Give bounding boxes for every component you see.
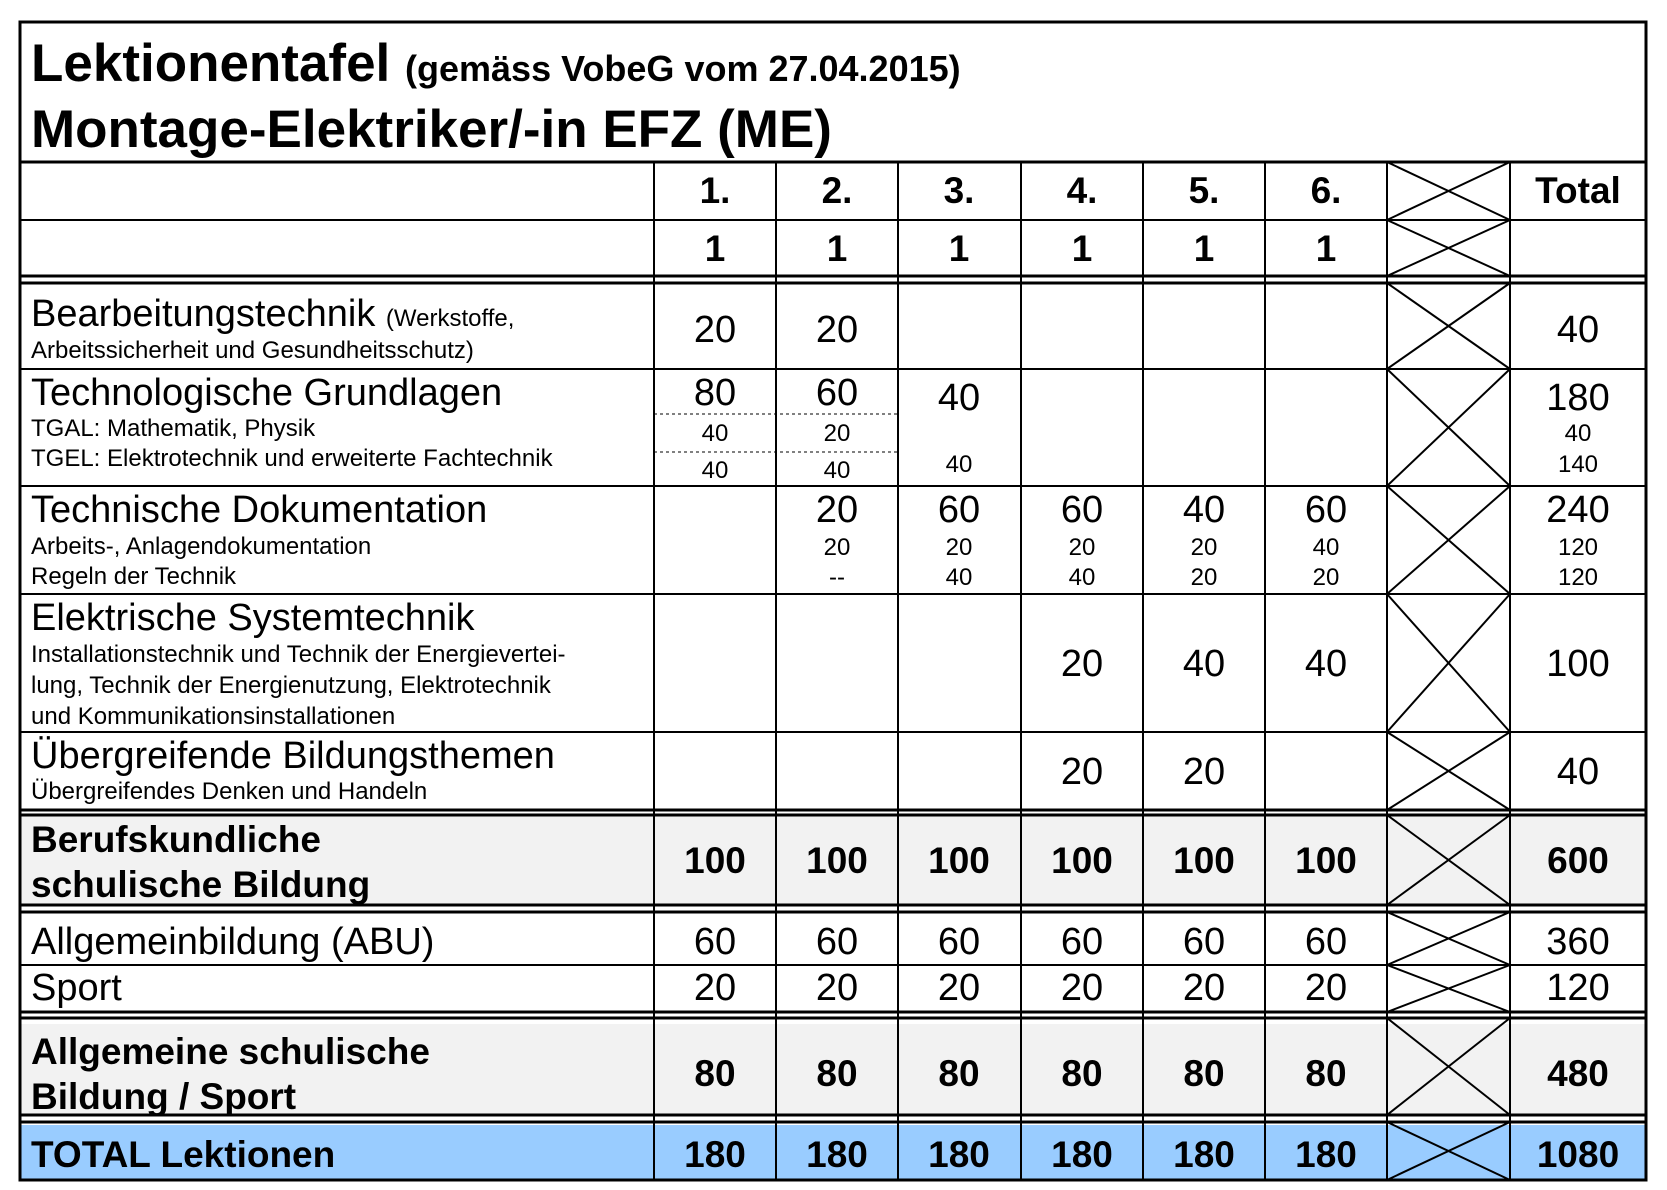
subject-value: 60 [937, 489, 981, 531]
grand-total-value: 180 [928, 1134, 990, 1175]
allgemein-value: 80 [1061, 1053, 1103, 1094]
subject-sub-total: 40 [1564, 420, 1592, 447]
subject-value: 20 [1060, 643, 1104, 685]
grand-total-label: TOTAL Lektionen [31, 1134, 336, 1175]
subject-value: 80 [693, 372, 737, 414]
allgemein-value: 80 [1305, 1053, 1347, 1094]
berufskundlich-value: 100 [684, 840, 746, 881]
semester-number: 6. [1310, 170, 1342, 211]
subject-sub-value: 20 [1312, 564, 1340, 591]
subject-sub-value: 20 [1068, 534, 1096, 561]
cross-semester [1387, 162, 1510, 220]
grand-total-value: 180 [684, 1134, 746, 1175]
subject-detail: TGEL: Elektrotechnik und erweiterte Fachtechnik [31, 445, 553, 472]
grand-total-value: 180 [1173, 1134, 1235, 1175]
subject-sub-value: 40 [701, 457, 729, 484]
subject-sub-total: 140 [1557, 451, 1599, 478]
subject-value: 40 [1182, 643, 1226, 685]
semester-number: 2. [821, 170, 853, 211]
semester-number: 3. [943, 170, 975, 211]
schooldays-value: 1 [826, 228, 848, 269]
subject-title: Bearbeitungstechnik [31, 293, 376, 335]
subject-value: 60 [815, 372, 859, 414]
berufskundlich-value: 100 [1295, 840, 1357, 881]
cross-sport [1387, 965, 1510, 1012]
allgemein-total: 480 [1547, 1053, 1609, 1094]
subject-detail: und Kommunikationsinstallationen [31, 703, 396, 730]
subject-value: 60 [1304, 489, 1348, 531]
subject-detail: Regeln der Technik [31, 563, 237, 590]
subject-sub-value: 40 [823, 457, 851, 484]
allgemein-value: 80 [816, 1053, 858, 1094]
subject-name: Technische Dokumentation [31, 489, 488, 531]
table-subtitle: Montage-Elektriker/-in EFZ (ME) [31, 100, 832, 159]
cross-subject-1 [1387, 283, 1510, 369]
grand-total-sum: 1080 [1536, 1134, 1620, 1175]
subject-value: 40 [937, 377, 981, 419]
subject-detail: TGAL: Mathematik, Physik [31, 415, 316, 442]
cross-subject-2 [1387, 369, 1510, 486]
allgemein-value: 80 [694, 1053, 736, 1094]
cross-subject-5 [1387, 732, 1510, 810]
subject-name: Elektrische Systemtechnik [31, 597, 475, 639]
allgemein-value: 80 [938, 1053, 980, 1094]
subject-sub-total: 120 [1557, 534, 1599, 561]
subject-sub-value: 20 [945, 534, 973, 561]
sport-value: 20 [693, 967, 737, 1009]
grand-total-value: 180 [806, 1134, 868, 1175]
subject-name: Übergreifende Bildungsthemen [31, 735, 555, 777]
subject-value: 20 [815, 489, 859, 531]
subject-total: 40 [1556, 309, 1600, 351]
berufskundlich-value: 100 [806, 840, 868, 881]
subject-value: 20 [815, 309, 859, 351]
sport-total: 120 [1546, 967, 1610, 1009]
subject-sub-value: 40 [1068, 564, 1096, 591]
sport-label: Sport [31, 967, 122, 1009]
schooldays-value: 1 [1071, 228, 1093, 269]
subject-sub-value: 20 [1190, 564, 1218, 591]
total-label: Total [1535, 170, 1621, 211]
berufskundlich-value: 100 [928, 840, 990, 881]
sport-value: 20 [1304, 967, 1348, 1009]
subject-sub-value: 20 [823, 420, 851, 447]
schooldays-value: 1 [948, 228, 970, 269]
abu-value: 60 [1060, 921, 1104, 963]
abu-label: Allgemeinbildung (ABU) [31, 921, 435, 963]
subject-total: 240 [1546, 489, 1610, 531]
subject-sub-value: -- [829, 564, 845, 591]
cross-subject-3 [1387, 486, 1510, 594]
subject-value: 20 [1060, 751, 1104, 793]
berufskundlich-value: 100 [1051, 840, 1113, 881]
schooldays-value: 1 [704, 228, 726, 269]
allgemein-label-1: Allgemeine schulische [31, 1031, 430, 1072]
subject-detail: Übergreifendes Denken und Handeln [31, 778, 428, 805]
subject-sub-value: 40 [945, 564, 973, 591]
allgemein-label-2: Bildung / Sport [31, 1076, 297, 1117]
title-main: Lektionentafel [31, 34, 391, 93]
abu-value: 60 [937, 921, 981, 963]
subject-value: 20 [693, 309, 737, 351]
berufskundlich-value: 100 [1173, 840, 1235, 881]
cross-schooltage [1387, 220, 1510, 276]
subject-inline-detail: (Werkstoffe, [385, 305, 515, 332]
sport-value: 20 [937, 967, 981, 1009]
subject-detail: lung, Technik der Energienutzung, Elektrotechnik [31, 672, 551, 699]
semester-number: 5. [1188, 170, 1220, 211]
sport-value: 20 [1182, 967, 1226, 1009]
subject-name: Technologische Grundlagen [31, 372, 503, 414]
subject-sub-value: 40 [945, 451, 973, 478]
semester-number: 4. [1066, 170, 1098, 211]
grand-total-value: 180 [1051, 1134, 1113, 1175]
subject-detail: Arbeitssicherheit und Gesundheitsschutz) [31, 337, 474, 364]
schooldays-value: 1 [1193, 228, 1215, 269]
table-title [31, 34, 961, 99]
subject-value: 40 [1304, 643, 1348, 685]
subject-detail: Installationstechnik und Technik der Energievertei- [31, 641, 566, 668]
schooldays-value: 1 [1315, 228, 1337, 269]
abu-value: 60 [1304, 921, 1348, 963]
subject-name [31, 294, 514, 339]
subject-value: 20 [1182, 751, 1226, 793]
abu-total: 360 [1546, 921, 1610, 963]
berufskundlich-label-2: schulische Bildung [31, 864, 371, 905]
semester-number: 1. [699, 170, 731, 211]
abu-value: 60 [1182, 921, 1226, 963]
sport-value: 20 [815, 967, 859, 1009]
grand-total-value: 180 [1295, 1134, 1357, 1175]
subject-sub-value: 20 [823, 534, 851, 561]
subject-sub-value: 40 [1312, 534, 1340, 561]
subject-sub-total: 120 [1557, 564, 1599, 591]
subject-sub-value: 20 [1190, 534, 1218, 561]
allgemein-value: 80 [1183, 1053, 1225, 1094]
abu-value: 60 [815, 921, 859, 963]
cross-subject-4 [1387, 594, 1510, 732]
subject-detail: Arbeits-, Anlagendokumentation [31, 533, 372, 560]
title-note: (gemäss VobeG vom 27.04.2015) [405, 48, 961, 89]
berufskundlich-label-1: Berufskundliche [31, 819, 321, 860]
abu-value: 60 [693, 921, 737, 963]
subject-total: 40 [1556, 751, 1600, 793]
subject-value: 60 [1060, 489, 1104, 531]
sport-value: 20 [1060, 967, 1104, 1009]
berufskundlich-total: 600 [1547, 840, 1609, 881]
subject-total: 100 [1546, 643, 1610, 685]
cross-abu [1387, 912, 1510, 965]
subject-sub-value: 40 [701, 420, 729, 447]
subject-total: 180 [1546, 377, 1610, 419]
subject-value: 40 [1182, 489, 1226, 531]
